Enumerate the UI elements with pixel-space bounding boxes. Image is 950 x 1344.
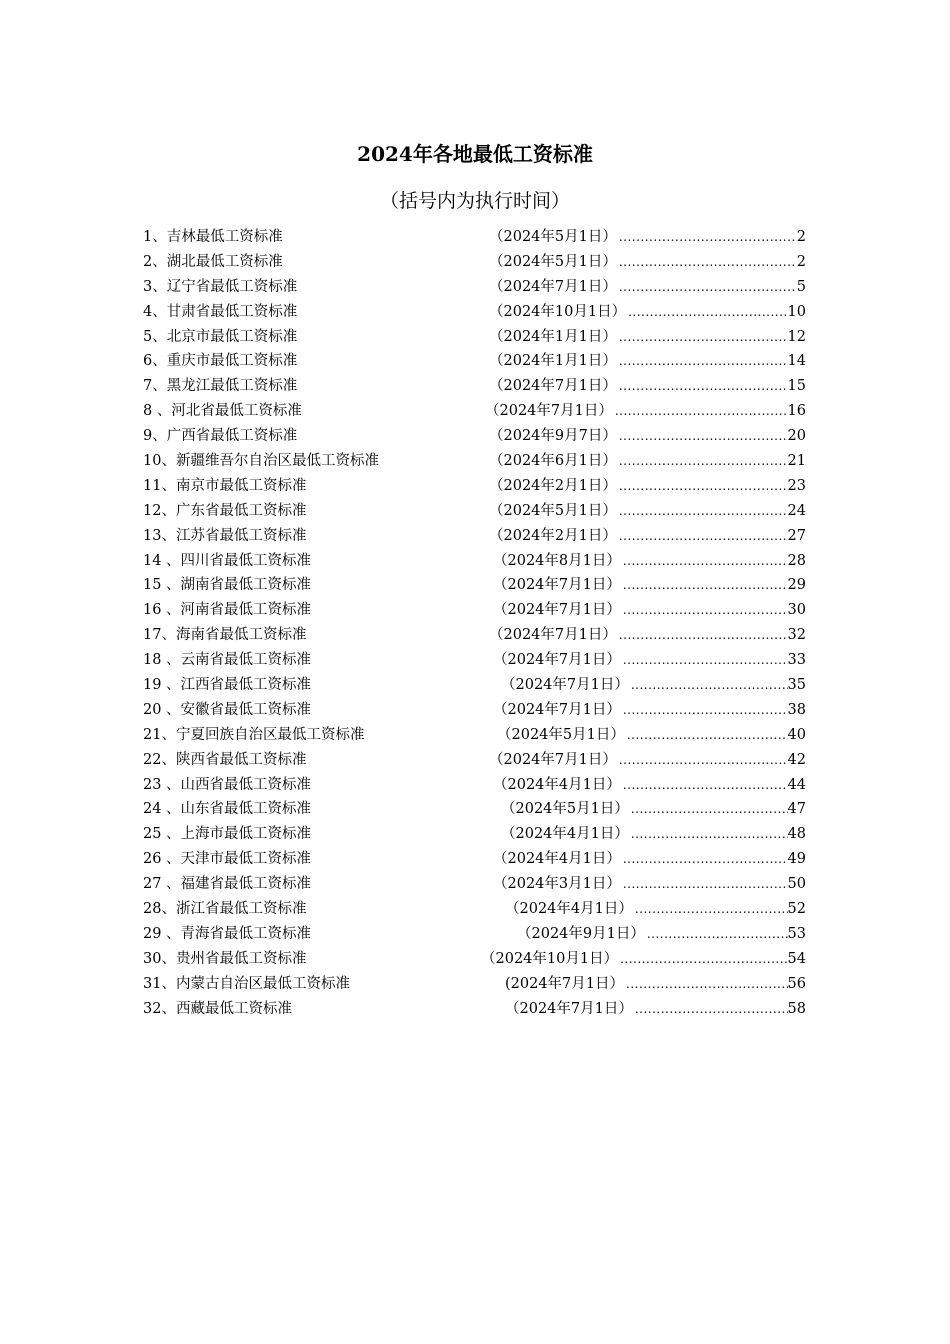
toc-leader-dots <box>619 374 788 399</box>
toc-entry[interactable] <box>143 374 806 399</box>
toc-entry-right <box>489 300 806 325</box>
toc-entry[interactable] <box>143 349 806 374</box>
toc-entry-date: （2024年9月7日） <box>489 428 617 445</box>
toc-entry-date: （2024年7月1日） <box>505 1000 633 1017</box>
toc-entry[interactable] <box>143 847 806 872</box>
toc-entry-label: 7、黑龙江最低工资标准 <box>143 378 298 395</box>
toc-entry-page-number: 50 <box>787 876 806 893</box>
toc-entry-page-number: 56 <box>787 975 806 992</box>
toc-leader-dots <box>619 524 788 549</box>
toc-entry-date: （2024年2月1日） <box>489 477 617 494</box>
toc-entry-label: 3、辽宁省最低工资标准 <box>143 278 298 295</box>
toc-leader-dots <box>627 723 788 748</box>
toc-entry-label: 8 、河北省最低工资标准 <box>143 403 302 420</box>
toc-entry-page-number: 44 <box>787 776 806 793</box>
toc-entry-right <box>505 897 806 922</box>
toc-entry-label: 5、北京市最低工资标准 <box>143 328 298 345</box>
toc-entry-date: （2024年4月1日） <box>501 826 629 843</box>
toc-leader-dots <box>631 822 788 847</box>
toc-entry-right <box>489 225 806 250</box>
toc-entry-date: （2024年7月1日） <box>489 278 617 295</box>
toc-entry-page-number: 40 <box>787 726 806 743</box>
toc-entry-right <box>493 872 806 897</box>
toc-entry-right <box>517 922 806 947</box>
toc-entry-right <box>501 822 806 847</box>
toc-entry[interactable] <box>143 399 806 424</box>
toc-leader-dots <box>619 349 788 374</box>
toc-entry-page-number: 54 <box>787 950 806 967</box>
toc-entry-right <box>489 325 806 350</box>
toc-entry-page-number: 28 <box>787 552 806 569</box>
page-subtitle: （括号内为执行时间） <box>379 190 570 212</box>
toc-entry-date: （2024年5月1日） <box>497 726 625 743</box>
toc-entry-right <box>497 723 806 748</box>
toc-entry-date: （2024年4月1日） <box>493 776 621 793</box>
toc-entry[interactable] <box>143 250 806 275</box>
toc-entry-label: 6、重庆市最低工资标准 <box>143 353 298 370</box>
toc-entry-page-number: 10 <box>787 303 806 320</box>
toc-entry-label: 15 、湖南省最低工资标准 <box>143 577 312 594</box>
toc-entry-right <box>493 698 806 723</box>
toc-entry-page-number: 30 <box>787 602 806 619</box>
toc-entry-right <box>501 673 806 698</box>
toc-entry-right <box>489 424 806 449</box>
toc-entry-date: （2024年5月1日） <box>501 801 629 818</box>
toc-entry-page-number: 32 <box>787 627 806 644</box>
toc-entry-date: （2024年7月1日） <box>489 378 617 395</box>
toc-entry-date: （2024年7月1日） <box>501 677 629 694</box>
toc-entry[interactable] <box>143 275 806 300</box>
toc-entry-page-number: 16 <box>787 403 806 420</box>
toc-entry-page-number: 35 <box>787 677 806 694</box>
toc-entry[interactable] <box>143 524 806 549</box>
toc-entry-page-number: 2 <box>796 229 806 245</box>
toc-entry-date: （2024年6月1日） <box>489 453 617 470</box>
toc-entry[interactable] <box>143 922 806 947</box>
toc-entry-label: 23 、山西省最低工资标准 <box>143 776 312 793</box>
toc-entry[interactable] <box>143 673 806 698</box>
toc-entry-date: （2024年3月1日） <box>493 876 621 893</box>
toc-entry[interactable] <box>143 648 806 673</box>
toc-entry-page-number: 48 <box>787 826 806 843</box>
toc-entry-page-number: 58 <box>787 1000 806 1017</box>
toc-leader-dots <box>619 424 788 449</box>
toc-entry-label: 2、湖北最低工资标准 <box>143 253 283 270</box>
toc-entry-label: 18 、云南省最低工资标准 <box>143 652 312 669</box>
toc-leader-dots <box>619 225 797 250</box>
toc-entry-label: 26 、天津市最低工资标准 <box>143 851 312 868</box>
toc-entry-label: 12、广东省最低工资标准 <box>143 502 307 519</box>
toc-entry-label: 9、广西省最低工资标准 <box>143 428 298 445</box>
toc-entry-page-number: 5 <box>796 278 806 295</box>
toc-leader-dots <box>623 549 788 574</box>
toc-entry-page-number: 2 <box>796 253 806 270</box>
toc-entry-date: （2024年10月1日） <box>481 950 619 967</box>
toc-entry-date: （2024年1月1日） <box>489 328 617 345</box>
toc-entry-label: 1、吉林最低工资标准 <box>143 229 283 245</box>
toc-entry-label: 11、南京市最低工资标准 <box>143 477 307 494</box>
toc-entry-right <box>493 573 806 598</box>
toc-leader-dots <box>635 997 788 1022</box>
toc-entry-label: 21、宁夏回族自治区最低工资标准 <box>143 726 365 743</box>
toc-entry-right <box>493 648 806 673</box>
toc-entry[interactable] <box>143 623 806 648</box>
toc-entry-page-number: 21 <box>787 453 806 470</box>
toc-entry-right <box>493 549 806 574</box>
toc-entry[interactable] <box>143 300 806 325</box>
toc-entry-label: 28、浙江省最低工资标准 <box>143 901 307 918</box>
toc-entry-right <box>489 374 806 399</box>
toc-entry-date: （2024年2月1日） <box>489 527 617 544</box>
toc-entry-label: 31、内蒙古自治区最低工资标准 <box>143 975 350 992</box>
toc-entry[interactable] <box>143 474 806 499</box>
toc-entry-right <box>489 748 806 773</box>
toc-entry-label: 27 、福建省最低工资标准 <box>143 876 312 893</box>
toc-entry-page-number: 24 <box>787 502 806 519</box>
toc-leader-dots <box>619 748 788 773</box>
toc-entry-label: 24 、山东省最低工资标准 <box>143 801 312 818</box>
toc-entry[interactable] <box>143 972 806 997</box>
toc-entry-date: （2024年7月1日） <box>493 652 621 669</box>
toc-entry-date: （2024年7月1日） <box>489 627 617 644</box>
toc-leader-dots <box>623 698 788 723</box>
toc-entry-label: 17、海南省最低工资标准 <box>143 627 307 644</box>
toc-entry-label: 14 、四川省最低工资标准 <box>143 552 312 569</box>
toc-entry[interactable] <box>143 723 806 748</box>
toc-entry-date: （2024年10月1日） <box>489 303 627 320</box>
toc-entry-page-number: 42 <box>787 751 806 768</box>
toc-entry-label: 16 、河南省最低工资标准 <box>143 602 312 619</box>
toc-entry[interactable] <box>143 947 806 972</box>
toc-leader-dots <box>626 972 788 997</box>
toc-leader-dots <box>623 598 788 623</box>
toc-entry-date: （2024年7月1日） <box>489 751 617 768</box>
toc-entry[interactable] <box>143 424 806 449</box>
toc-entry[interactable] <box>143 225 806 250</box>
toc-entry-date: （2024年1月1日） <box>489 353 617 370</box>
toc-entry-right <box>489 474 806 499</box>
toc-entry-date: （2024年7月1日） <box>493 577 621 594</box>
toc-entry[interactable] <box>143 573 806 598</box>
toc-entry-date: （2024年4月1日） <box>505 901 633 918</box>
toc-leader-dots <box>619 275 797 300</box>
toc-leader-dots <box>631 797 788 822</box>
toc-entry-label: 29 、青海省最低工资标准 <box>143 925 312 942</box>
toc-entry-right <box>493 847 806 872</box>
toc-leader-dots <box>619 325 788 350</box>
toc-entry[interactable] <box>143 325 806 350</box>
toc-entry-label: 25 、上海市最低工资标准 <box>143 826 312 843</box>
toc-entry-right <box>505 997 806 1022</box>
toc-entry[interactable] <box>143 797 806 822</box>
toc-entry-date: （2024年5月1日） <box>489 502 617 519</box>
toc-entry-page-number: 14 <box>787 353 806 370</box>
toc-leader-dots <box>623 773 788 798</box>
toc-leader-dots <box>647 922 788 947</box>
toc-entry[interactable] <box>143 897 806 922</box>
toc-leader-dots <box>619 499 788 524</box>
toc-entry[interactable] <box>143 997 806 1022</box>
toc-entry-right <box>485 399 806 424</box>
toc-entry-page-number: 47 <box>787 801 806 818</box>
toc-entry-page-number: 38 <box>787 701 806 718</box>
toc-entry-label: 32、西藏最低工资标准 <box>143 1000 292 1017</box>
toc-entry[interactable] <box>143 773 806 798</box>
toc-entry-date: （2024年7月1日） <box>493 701 621 718</box>
toc-entry-date: （2024年7月1日） <box>485 403 613 420</box>
toc-leader-dots <box>623 872 788 897</box>
toc-entry[interactable] <box>143 549 806 574</box>
toc-leader-dots <box>619 623 788 648</box>
toc-entry-date: （2024年5月1日） <box>489 229 617 245</box>
toc-leader-dots <box>619 449 788 474</box>
toc-entry[interactable] <box>143 499 806 524</box>
toc-leader-dots <box>635 897 788 922</box>
toc-entry-page-number: 23 <box>787 477 806 494</box>
toc-entry-page-number: 15 <box>787 378 806 395</box>
toc-entry[interactable] <box>143 598 806 623</box>
toc-leader-dots <box>623 847 788 872</box>
toc-entry-date: （2024年8月1日） <box>493 552 621 569</box>
toc-entry[interactable] <box>143 748 806 773</box>
toc-entry-date: （2024年7月1日） <box>493 602 621 619</box>
toc-entry-label: 13、江苏省最低工资标准 <box>143 527 307 544</box>
toc-entry[interactable] <box>143 822 806 847</box>
toc-entry-page-number: 20 <box>787 428 806 445</box>
table-of-contents <box>143 225 806 1022</box>
toc-entry-label: 10、新疆维吾尔自治区最低工资标准 <box>143 453 379 470</box>
toc-entry-page-number: 29 <box>787 577 806 594</box>
page-title: 2024年各地最低工资标准 <box>357 142 593 166</box>
toc-entry-page-number: 27 <box>787 527 806 544</box>
toc-entry-right <box>489 524 806 549</box>
toc-entry[interactable] <box>143 872 806 897</box>
toc-entry-page-number: 53 <box>787 925 806 942</box>
toc-entry-right <box>489 499 806 524</box>
toc-leader-dots <box>619 250 797 275</box>
toc-entry[interactable] <box>143 449 806 474</box>
toc-entry-right <box>493 598 806 623</box>
toc-leader-dots <box>619 474 788 499</box>
toc-entry-right <box>481 947 806 972</box>
toc-leader-dots <box>628 300 787 325</box>
toc-entry-date: (2024年7月1日） <box>505 975 625 992</box>
toc-entry-right <box>489 349 806 374</box>
toc-entry-page-number: 49 <box>787 851 806 868</box>
toc-entry-label: 19 、江西省最低工资标准 <box>143 677 312 694</box>
toc-entry-label: 30、贵州省最低工资标准 <box>143 950 307 967</box>
toc-entry-date: （2024年4月1日） <box>493 851 621 868</box>
toc-entry-page-number: 52 <box>787 901 806 918</box>
toc-entry-page-number: 33 <box>787 652 806 669</box>
toc-entry-right <box>501 797 806 822</box>
toc-entry-right <box>505 972 806 997</box>
toc-entry-page-number: 12 <box>787 328 806 345</box>
toc-entry-date: （2024年9月1日） <box>517 925 645 942</box>
toc-entry-date: （2024年5月1日） <box>489 253 617 270</box>
toc-leader-dots <box>623 648 788 673</box>
toc-entry-right <box>489 275 806 300</box>
toc-entry-right <box>489 623 806 648</box>
toc-leader-dots <box>623 573 788 598</box>
toc-entry-label: 22、陕西省最低工资标准 <box>143 751 307 768</box>
toc-leader-dots <box>631 673 788 698</box>
toc-entry-right <box>493 773 806 798</box>
toc-leader-dots <box>615 399 788 424</box>
toc-entry-right <box>489 449 806 474</box>
toc-leader-dots <box>620 947 787 972</box>
toc-entry-label: 20 、安徽省最低工资标准 <box>143 701 312 718</box>
toc-entry[interactable] <box>143 698 806 723</box>
toc-entry-label: 4、甘肃省最低工资标准 <box>143 303 298 320</box>
toc-entry-right <box>489 250 806 275</box>
